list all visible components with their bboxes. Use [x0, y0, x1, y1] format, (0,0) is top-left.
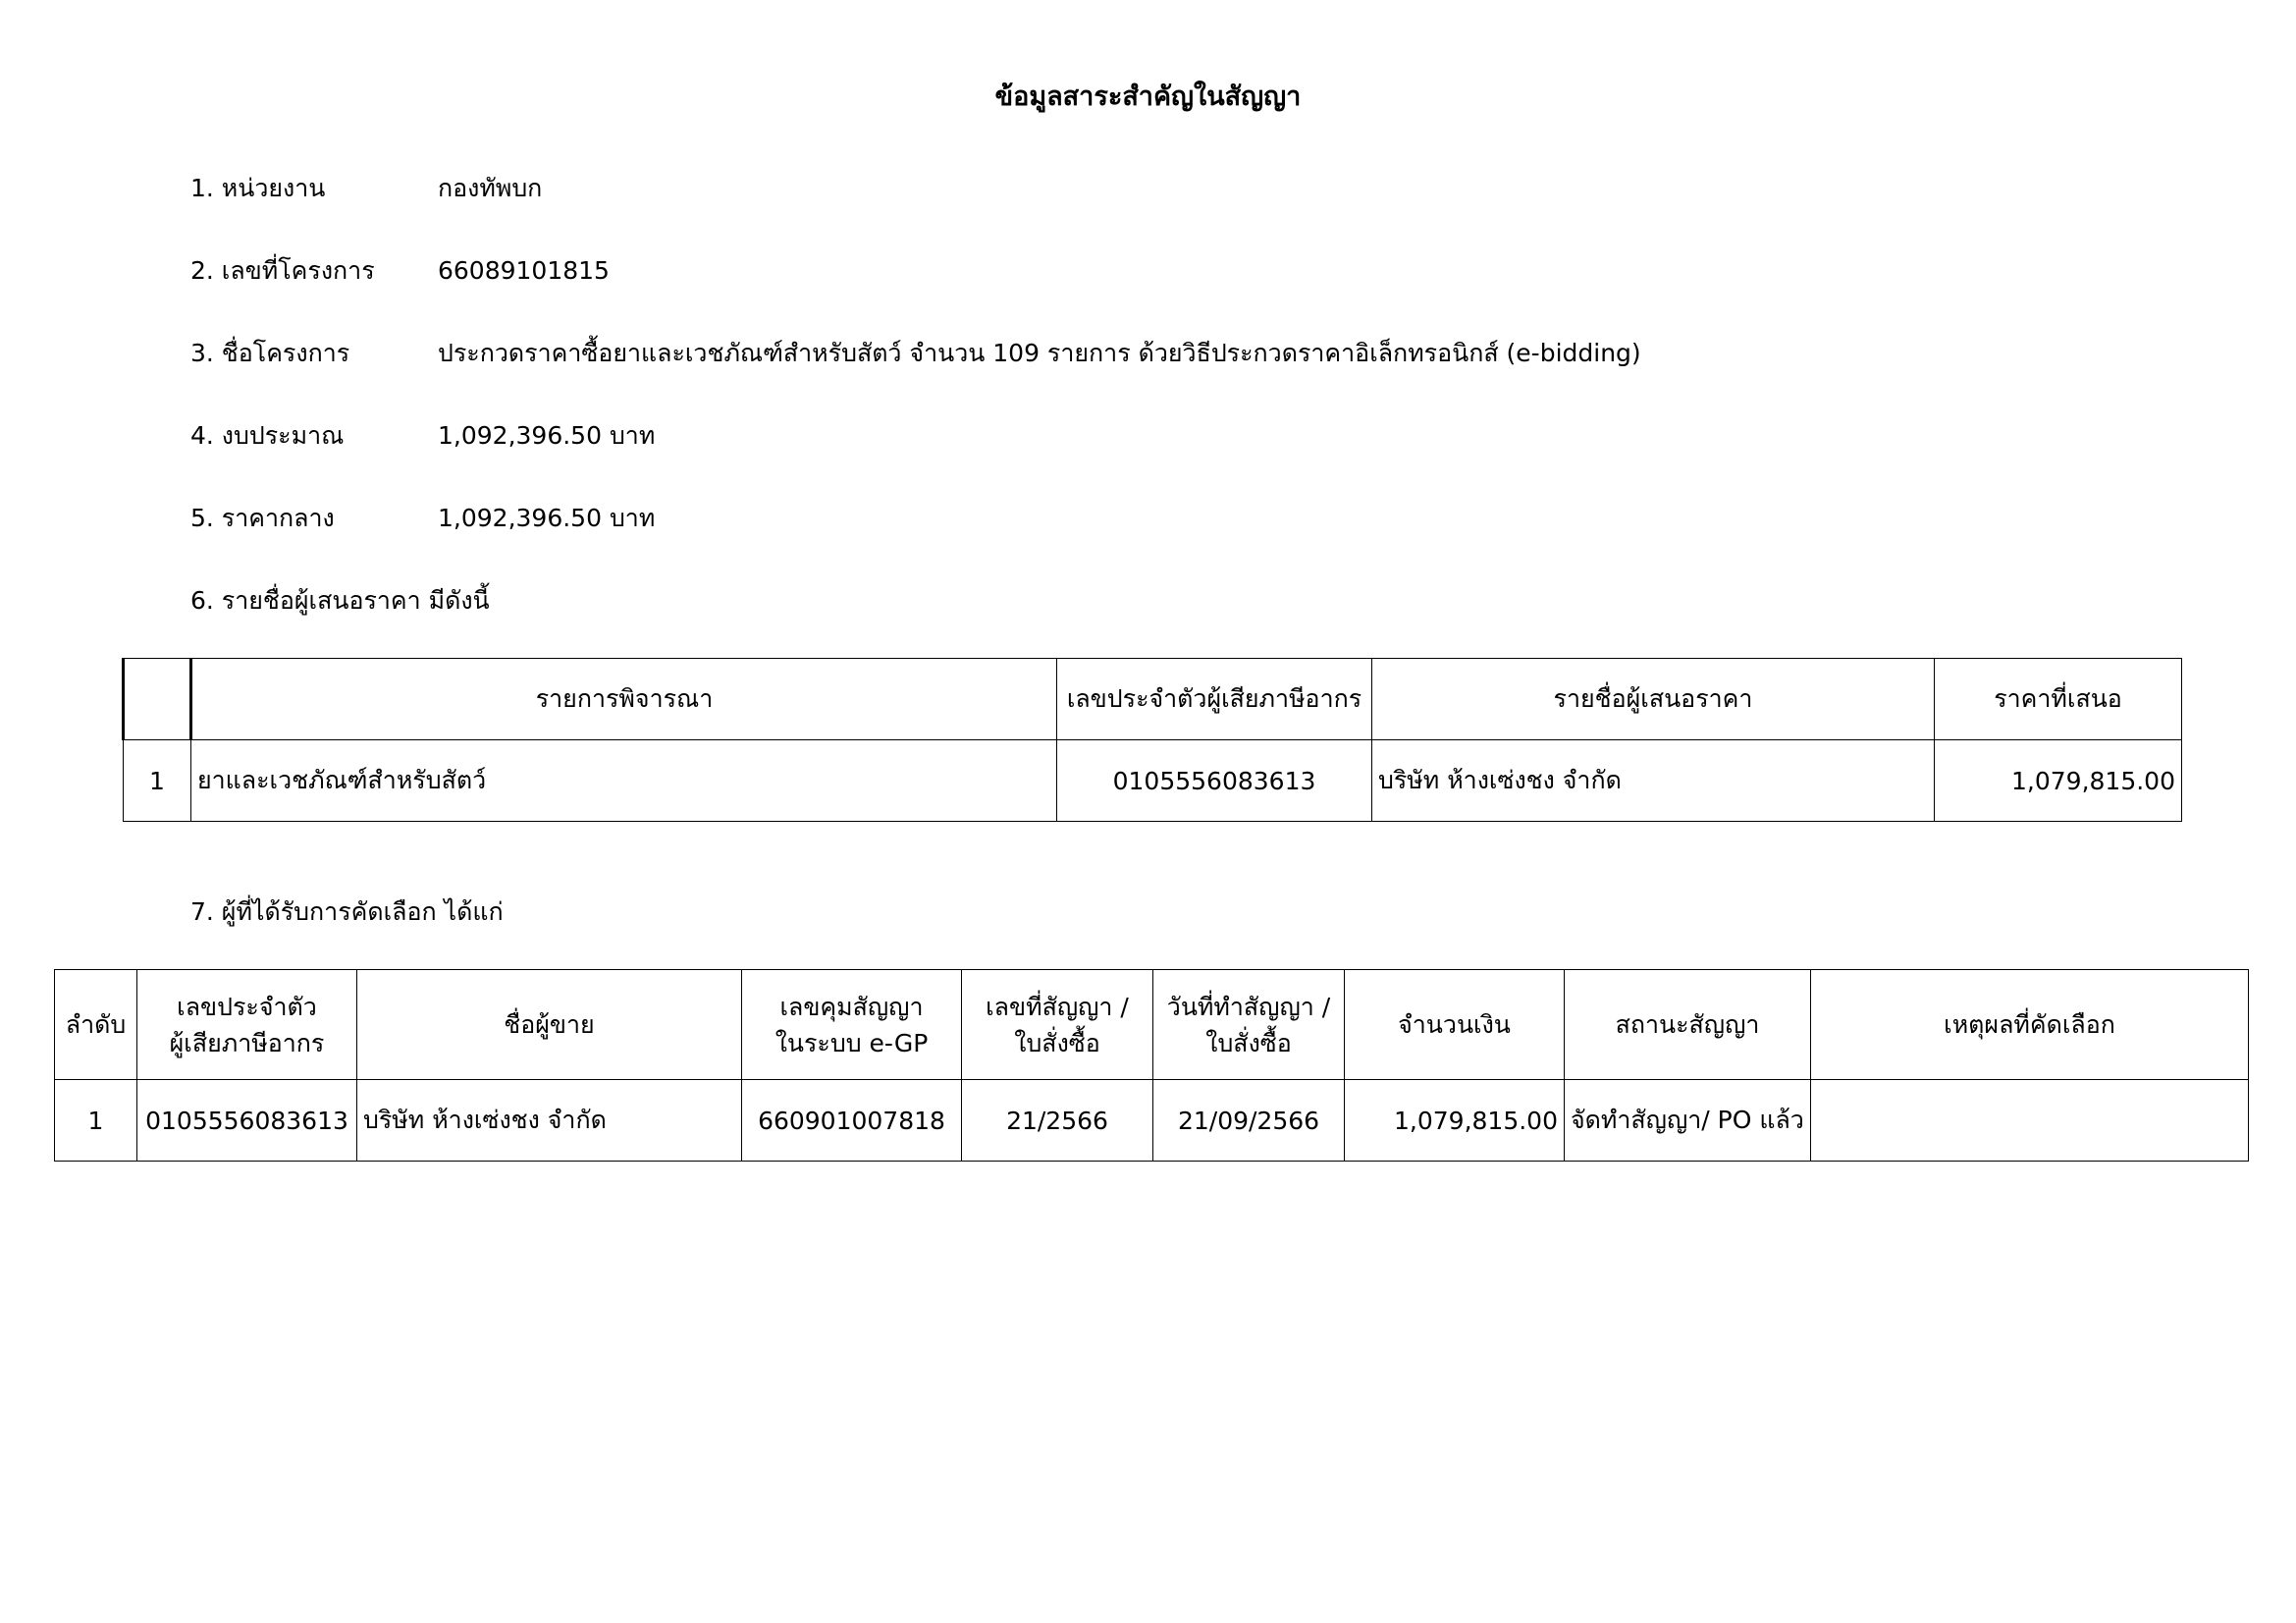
bidders-table — [122, 658, 2182, 822]
award-header-control-line1: เลขคุมสัญญา — [779, 992, 924, 1021]
info-median-price-value: 1,092,396.50 บาท — [438, 504, 656, 532]
bidders-header-price: ราคาที่เสนอ — [1935, 659, 2182, 740]
info-project-number — [190, 254, 610, 288]
award-header-contract-no-line1: เลขที่สัญญา / — [986, 992, 1129, 1021]
info-budget-label: 4. งบประมาณ — [190, 421, 345, 450]
award-header-control — [742, 970, 962, 1080]
bidders-table-header — [124, 659, 2182, 740]
award-reason — [1811, 1080, 2249, 1162]
award-table-header — [55, 970, 2249, 1080]
award-tax-id: 0105556083613 — [137, 1080, 357, 1162]
award-header-contract-no-line2: ใบสั่งซื้อ — [1014, 1028, 1100, 1057]
award-no: 1 — [55, 1080, 137, 1162]
award-header-seller: ชื่อผู้ขาย — [357, 970, 742, 1080]
award-header-tax-id-line2: ผู้เสียภาษีอากร — [169, 1028, 325, 1057]
bidders-header-index — [124, 659, 191, 740]
award-header-tax-id-line1: เลขประจำตัว — [177, 992, 317, 1021]
info-budget — [190, 419, 655, 453]
award-header-control-line2: ในระบบ e-GP — [774, 1028, 929, 1057]
bidders-section-label: 6. รายชื่อผู้เสนอราคา มีดังนี้ — [190, 586, 490, 615]
award-header-no: ลำดับ — [55, 970, 137, 1080]
award-header-date-line2: ใบสั่งซื้อ — [1205, 1028, 1292, 1057]
bidder-item: ยาและเวชภัณฑ์สำหรับสัตว์ — [191, 740, 1057, 822]
award-section-label: 7. ผู้ที่ได้รับการคัดเลือก ได้แก่ — [190, 897, 504, 926]
award-control: 660901007818 — [742, 1080, 962, 1162]
award-amount: 1,079,815.00 — [1345, 1080, 1565, 1162]
info-median-price-label: 5. ราคากลาง — [190, 504, 335, 532]
bidders-header-item: รายการพิจารณา — [191, 659, 1057, 740]
info-median-price — [190, 502, 655, 535]
bidder-name: บริษัท ห้างเซ่งชง จำกัด — [1372, 740, 1935, 822]
bidders-header-bidder: รายชื่อผู้เสนอราคา — [1372, 659, 1935, 740]
table-row — [55, 1080, 2249, 1162]
info-agency — [190, 172, 542, 205]
bidder-price: 1,079,815.00 — [1935, 740, 2182, 822]
award-header-amount: จำนวนเงิน — [1345, 970, 1565, 1080]
award-seller: บริษัท ห้างเซ่งชง จำกัด — [357, 1080, 742, 1162]
info-project-name-value: ประกวดราคาซื้อยาและเวชภัณฑ์สำหรับสัตว์ จำนวน 109 รายการ ด้วยวิธีประกวดราคาอิเล็กทรอนิกส์ (e-bidding) — [438, 339, 1641, 367]
info-agency-value: กองทัพบก — [438, 174, 543, 202]
award-header-tax-id — [137, 970, 357, 1080]
award-table — [54, 969, 2249, 1162]
info-project-name-label: 3. ชื่อโครงการ — [190, 339, 350, 367]
table-row — [124, 740, 2182, 822]
bidders-header-tax-id: เลขประจำตัวผู้เสียภาษีอากร — [1057, 659, 1372, 740]
award-header-reason: เหตุผลที่คัดเลือก — [1811, 970, 2249, 1080]
award-header-status: สถานะสัญญา — [1565, 970, 1811, 1080]
info-project-number-label: 2. เลขที่โครงการ — [190, 256, 375, 285]
award-header-date-line1: วันที่ทำสัญญา / — [1166, 992, 1331, 1021]
info-agency-label: 1. หน่วยงาน — [190, 174, 326, 202]
bidder-tax-id: 0105556083613 — [1057, 740, 1372, 822]
award-header-contract-no — [962, 970, 1153, 1080]
document-title: ข้อมูลสาระสำคัญในสัญญา — [994, 81, 1302, 112]
award-header-date — [1153, 970, 1345, 1080]
award-date: 21/09/2566 — [1153, 1080, 1345, 1162]
award-status: จัดทำสัญญา/ PO แล้ว — [1565, 1080, 1811, 1162]
bidder-index: 1 — [124, 740, 191, 822]
info-project-name — [190, 337, 1641, 370]
award-contract-no: 21/2566 — [962, 1080, 1153, 1162]
info-project-number-value: 66089101815 — [438, 256, 610, 285]
info-budget-value: 1,092,396.50 บาท — [438, 421, 656, 450]
